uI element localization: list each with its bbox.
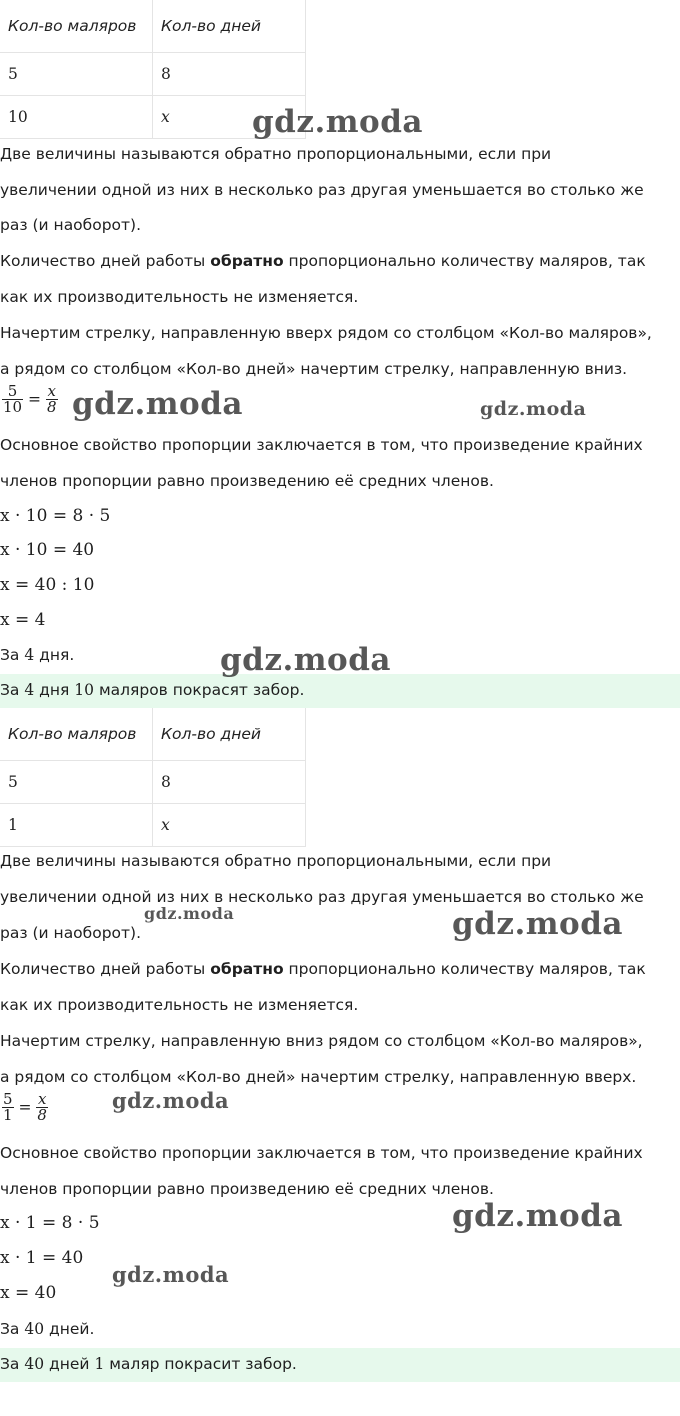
- text: маляров покрасят забор.: [94, 681, 305, 699]
- numerator: x: [37, 1090, 47, 1108]
- watermark: gdz.moda: [480, 398, 587, 420]
- text: пропорционально количеству маляров, так: [283, 960, 646, 978]
- fraction-right: [36, 1092, 48, 1123]
- equation: x · 1 = 40: [0, 1248, 84, 1268]
- fraction-left: [2, 384, 23, 415]
- bold-text: обратно: [210, 252, 284, 270]
- bold-text: обратно: [210, 960, 284, 978]
- text: За: [0, 1355, 25, 1373]
- equation: x · 1 = 8 · 5: [0, 1213, 100, 1233]
- answer-line: [0, 1355, 297, 1373]
- proportionality-line: [0, 252, 646, 270]
- property-line: членов пропорции равно произведению её средних членов.: [0, 1180, 494, 1198]
- number: 4: [24, 681, 35, 699]
- text: дня.: [34, 646, 75, 664]
- watermark: gdz.moda: [112, 1262, 230, 1287]
- number: 40: [24, 1320, 45, 1338]
- table-cell: 8: [153, 53, 306, 96]
- result-line: [0, 646, 74, 664]
- equation: x = 4: [0, 610, 46, 630]
- proportion-formula: [2, 1092, 48, 1123]
- watermark: gdz.moda: [452, 906, 623, 942]
- table-cell: 5: [0, 53, 153, 96]
- table-cell: 5: [0, 761, 153, 804]
- arrow-instruction-line: Начертим стрелку, направленную вниз рядом со столбцом «Кол-во маляров»,: [0, 1032, 643, 1050]
- table-header-cell: Кол-во маляров: [0, 0, 153, 53]
- equation: x = 40: [0, 1283, 57, 1303]
- table-header-cell: Кол-во дней: [153, 0, 306, 53]
- equation: x · 10 = 40: [0, 540, 95, 560]
- property-line: Основное свойство пропорции заключается в том, что произведение крайних: [0, 436, 643, 454]
- text: За: [0, 681, 25, 699]
- text: маляр покрасит забор.: [104, 1355, 297, 1373]
- text: пропорционально количеству маляров, так: [283, 252, 646, 270]
- number: 40: [24, 1355, 45, 1373]
- proportionality-line: как их производительность не изменяется.: [0, 996, 359, 1014]
- table-cell: x: [153, 804, 306, 847]
- arrow-instruction-line: Начертим стрелку, направленную вверх рядом со столбцом «Кол-во маляров»,: [0, 324, 652, 342]
- watermark: gdz.moda: [72, 386, 243, 422]
- watermark: gdz.moda: [252, 104, 423, 140]
- proportionality-line: как их производительность не изменяется.: [0, 288, 359, 306]
- property-line: Основное свойство пропорции заключается в том, что произведение крайних: [0, 1144, 643, 1162]
- table-header-row: [0, 708, 306, 761]
- text: Количество дней работы: [0, 960, 211, 978]
- arrow-instruction-line: а рядом со столбцом «Кол-во дней» начертим стрелку, направленную вверх.: [0, 1068, 637, 1086]
- watermark: gdz.moda: [144, 904, 235, 923]
- number: 4: [24, 646, 35, 664]
- property-line: членов пропорции равно произведению её средних членов.: [0, 472, 494, 490]
- numerator: 5: [2, 384, 23, 400]
- numerator: 5: [3, 1090, 13, 1108]
- text: дней: [44, 1355, 95, 1373]
- fraction-right: [46, 384, 58, 415]
- definition-line: Две величины называются обратно пропорциональными, если при: [0, 852, 552, 870]
- watermark: gdz.moda: [112, 1088, 230, 1113]
- proportion-formula: [2, 384, 58, 415]
- table-row: [0, 761, 306, 804]
- proportionality-line: [0, 960, 646, 978]
- answer-line: [0, 681, 304, 699]
- watermark: gdz.moda: [220, 642, 391, 678]
- watermark: gdz.moda: [452, 1198, 623, 1234]
- number: 10: [74, 681, 95, 699]
- equals-sign: =: [18, 1098, 32, 1117]
- table-cell: 10: [0, 96, 153, 139]
- denominator: 8: [37, 1106, 47, 1124]
- definition-line: раз (и наоборот).: [0, 924, 142, 942]
- equals-sign: =: [28, 390, 42, 409]
- arrow-instruction-line: а рядом со столбцом «Кол-во дней» начертим стрелку, направленную вниз.: [0, 360, 628, 378]
- text: Количество дней работы: [0, 252, 211, 270]
- denominator: 8: [46, 398, 57, 416]
- table-row: [0, 53, 306, 96]
- number: 1: [94, 1355, 105, 1373]
- text: За: [0, 646, 25, 664]
- definition-line: Две величины называются обратно пропорциональными, если при: [0, 145, 552, 163]
- denominator: 10: [3, 398, 23, 416]
- numerator: x: [47, 382, 56, 400]
- text: дня: [34, 681, 75, 699]
- result-line: [0, 1320, 94, 1338]
- table-2: [0, 708, 680, 847]
- denominator: 1: [3, 1106, 13, 1124]
- equation: x = 40 : 10: [0, 575, 95, 595]
- fraction-left: [2, 1092, 14, 1123]
- text: дней.: [44, 1320, 95, 1338]
- definition-line: увеличении одной из них в несколько раз другая уменьшается во столько же: [0, 888, 644, 906]
- table-row: [0, 804, 306, 847]
- definition-line: раз (и наоборот).: [0, 216, 142, 234]
- text: За: [0, 1320, 25, 1338]
- table-cell: x: [153, 96, 306, 139]
- table-cell: 1: [0, 804, 153, 847]
- equation: x · 10 = 8 · 5: [0, 506, 111, 526]
- table-header-row: [0, 0, 306, 53]
- definition-line: увеличении одной из них в несколько раз другая уменьшается во столько же: [0, 181, 644, 199]
- table-cell: 8: [153, 761, 306, 804]
- table-header-cell: Кол-во маляров: [0, 708, 153, 761]
- table-header-cell: Кол-во дней: [153, 708, 306, 761]
